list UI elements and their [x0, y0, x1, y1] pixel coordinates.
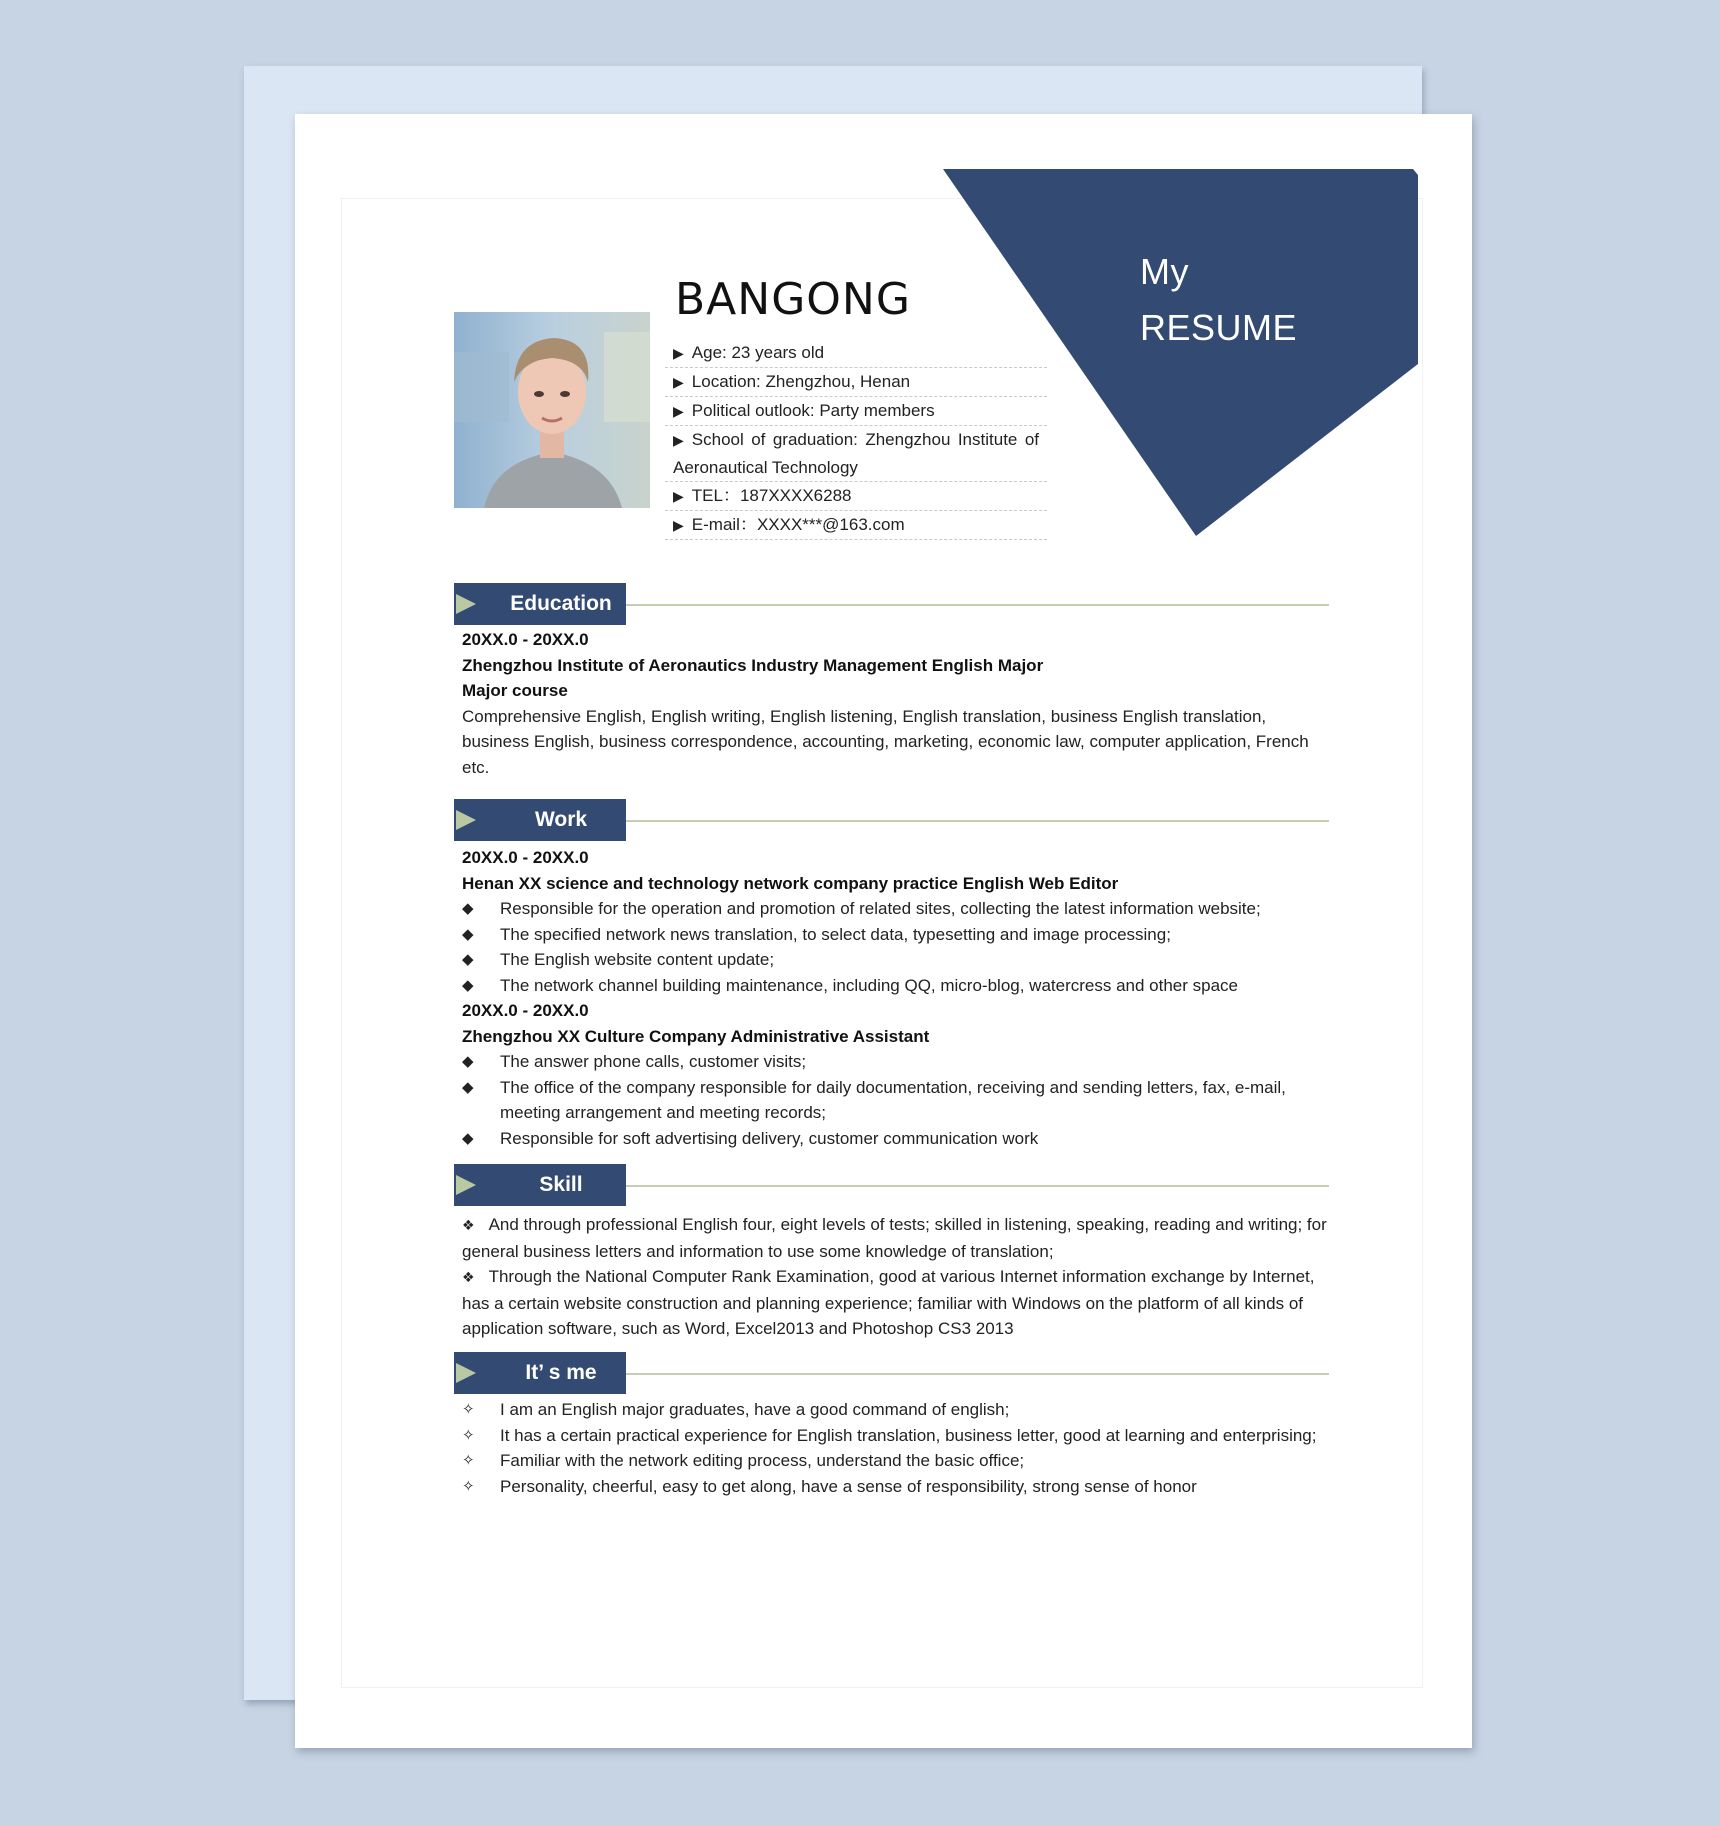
- section-rule: [626, 1373, 1329, 1375]
- section-header: [454, 799, 1329, 843]
- info-age: [665, 339, 1047, 368]
- sparkle-bullet-icon: ✧: [462, 1452, 475, 1469]
- info-text: TEL：187XXXX6288: [691, 486, 852, 505]
- four-diamond-bullet-icon: ❖: [462, 1217, 475, 1233]
- section-rule: [626, 604, 1329, 606]
- section-title: Work: [534, 808, 588, 831]
- sparkle-bullet-icon: ✧: [462, 1426, 475, 1444]
- about-item: [462, 1474, 1329, 1500]
- section-tab: [454, 1352, 626, 1394]
- section-header: [454, 1164, 1329, 1208]
- play-arrow-icon: [456, 810, 476, 830]
- four-diamond-bullet-icon: ❖: [462, 1269, 475, 1285]
- bullet-triangle-icon: ▶: [673, 432, 684, 448]
- edu-school: Zhengzhou Institute of Aeronautics Industry Management English Major: [462, 655, 1044, 675]
- bullet-triangle-icon: ▶: [673, 488, 684, 504]
- info-school: [665, 426, 1047, 482]
- info-tel: [665, 482, 1047, 511]
- skill-text: And through professional English four, eight levels of tests; skilled in listening, speaking, reading and writing; for general business letters and information to use some knowledge of translation;: [462, 1215, 1327, 1261]
- skill-item: [462, 1212, 1329, 1264]
- section-title: Skill: [539, 1173, 583, 1196]
- job-period: 20XX.0 - 20XX.0: [462, 848, 589, 867]
- info-text: Political outlook: Party members: [691, 401, 935, 420]
- about-text: Personality, cheerful, easy to get along, have a sense of responsibility, strong sense of honor: [500, 1476, 1197, 1496]
- about-item: [462, 1397, 1329, 1423]
- duty-text: The answer phone calls, customer visits;: [500, 1052, 807, 1071]
- duty-text: Responsible for soft advertising delivery, customer communication work: [500, 1128, 1039, 1148]
- info-text: Location: Zhengzhou, Henan: [691, 372, 911, 391]
- diamond-bullet-icon: ◆: [462, 1129, 474, 1147]
- section-tab: [454, 583, 626, 625]
- duty-item: [462, 1126, 1329, 1152]
- education-section: [454, 583, 1329, 780]
- section-header: [454, 583, 1329, 627]
- banner-line-2: RESUME: [1140, 307, 1298, 348]
- duty-item: [462, 947, 1329, 973]
- sparkle-bullet-icon: ✧: [462, 1477, 475, 1495]
- section-title: It’ s me: [525, 1361, 597, 1384]
- duty-item: [462, 1075, 1329, 1126]
- candidate-name: BANGONG: [675, 274, 911, 325]
- profile-photo: [454, 312, 650, 508]
- duty-text: The English website content update;: [500, 950, 775, 969]
- work-section: [454, 799, 1329, 1151]
- duty-item: [462, 896, 1329, 922]
- section-body: [454, 843, 1329, 1151]
- duty-item: [462, 1049, 1329, 1075]
- duty-item: [462, 973, 1329, 999]
- banner-title: [1140, 244, 1297, 356]
- info-political: [665, 397, 1047, 426]
- play-arrow-icon: [456, 1175, 476, 1195]
- section-rule: [626, 820, 1329, 822]
- bullet-triangle-icon: ▶: [673, 345, 684, 361]
- job-role: Henan XX science and technology network company practice English Web Editor: [462, 873, 1119, 893]
- edu-period: 20XX.0 - 20XX.0: [462, 630, 589, 649]
- job-role: Zhengzhou XX Culture Company Administrative Assistant: [462, 1026, 930, 1046]
- duty-item: [462, 922, 1329, 948]
- section-body: [454, 627, 1329, 780]
- skill-section: [454, 1164, 1329, 1342]
- duty-text: Responsible for the operation and promotion of related sites, collecting the latest information website;: [500, 899, 1261, 918]
- personal-info-list: [665, 339, 1047, 540]
- edu-courses: Comprehensive English, English writing, English listening, English translation, business English translation, business English, business correspondence, accounting, marketing, economic law, computer application, French etc.: [462, 706, 1309, 777]
- bullet-triangle-icon: ▶: [673, 403, 684, 419]
- diamond-bullet-icon: ◆: [462, 1053, 474, 1070]
- about-text: Familiar with the network editing process, understand the basic office;: [500, 1451, 1025, 1470]
- resume-page: [295, 114, 1472, 1748]
- about-text: It has a certain practical experience for English translation, business letter, good at learning and enterprising;: [500, 1425, 1317, 1445]
- about-item: [462, 1448, 1329, 1474]
- info-email: [665, 511, 1047, 540]
- job-period: 20XX.0 - 20XX.0: [462, 1001, 589, 1020]
- section-body: [454, 1396, 1329, 1499]
- info-text: Age: 23 years old: [691, 343, 825, 362]
- info-text: School of graduation: Zhengzhou Institute of Aeronautical Technology: [673, 430, 1039, 477]
- section-rule: [626, 1185, 1329, 1187]
- section-title: Education: [510, 592, 612, 615]
- diamond-bullet-icon: ◆: [462, 925, 474, 943]
- duty-text: The network channel building maintenance, including QQ, micro-blog, watercress and other space: [500, 975, 1239, 995]
- diamond-bullet-icon: ◆: [462, 951, 474, 968]
- about-section: [454, 1352, 1329, 1499]
- play-arrow-icon: [456, 594, 476, 614]
- info-location: [665, 368, 1047, 397]
- skill-text: Through the National Computer Rank Examination, good at various Internet information exchange by Internet, has a certain website construction and planning experience; familiar with Windows on the platform of all kinds of application software, such as Word, Excel2013 and Photoshop CS3 2013: [462, 1267, 1315, 1338]
- play-arrow-icon: [456, 1363, 476, 1383]
- info-text: E-mail：XXXX***@163.com: [691, 515, 905, 534]
- skill-item: [462, 1264, 1329, 1342]
- duty-text: The office of the company responsible for daily documentation, receiving and sending letters, fax, e-mail, meeting arrangement and meeting records;: [500, 1077, 1286, 1122]
- about-text: I am an English major graduates, have a good command of english;: [500, 1400, 1010, 1419]
- duty-text: The specified network news translation, to select data, typesetting and image processing;: [500, 924, 1171, 944]
- sparkle-bullet-icon: ✧: [462, 1401, 475, 1418]
- section-tab: [454, 799, 626, 841]
- banner-line-1: My: [1140, 251, 1189, 292]
- section-body: [454, 1208, 1329, 1342]
- diamond-bullet-icon: ◆: [462, 900, 474, 917]
- edu-course-label: Major course: [462, 681, 568, 700]
- bullet-triangle-icon: ▶: [673, 374, 684, 390]
- about-item: [462, 1423, 1329, 1449]
- section-tab: [454, 1164, 626, 1206]
- diamond-bullet-icon: ◆: [462, 1078, 474, 1096]
- diamond-bullet-icon: ◆: [462, 976, 474, 994]
- section-header: [454, 1352, 1329, 1396]
- bullet-triangle-icon: ▶: [673, 517, 684, 533]
